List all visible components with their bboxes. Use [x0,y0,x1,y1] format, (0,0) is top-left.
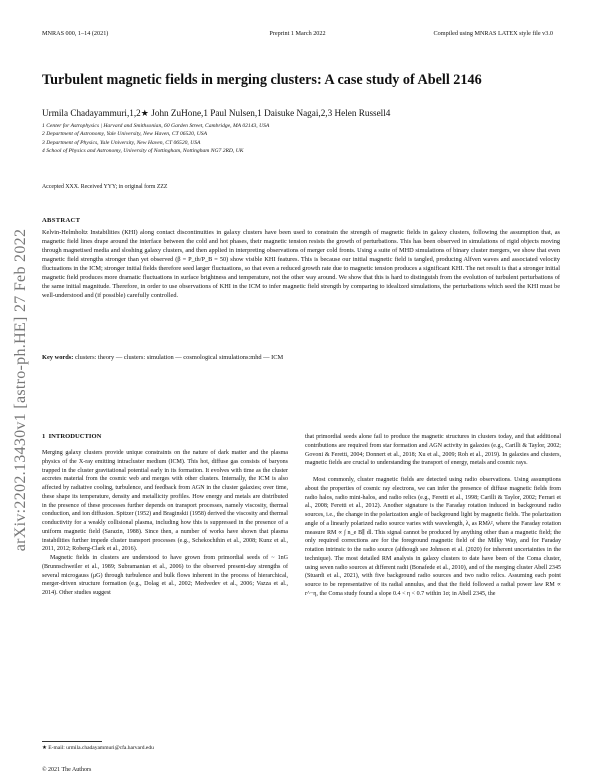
left-column [42,435,288,598]
affiliation: 1 Center for Astrophysics | Harvard and Smithsonian, 60 Garden Street, Cambridge, MA 02143, USA [42,123,270,129]
arxiv-identifier[interactable]: arXiv:2202.13430v1 [astro-ph.HE] 27 Feb 2022 [12,228,29,552]
paragraph: Magnetic fields in clusters are understood to have grown from primordial seeds of ~ 1nG (Brunnschweiler et al., 1989; Subramanian et al., 2006) to the observed present-day strengths of several microgauss (μG) through turbulence and bulk flows inherent in the process of hierarchical, merger-driven structure formation (e.g., Dolag et al., 2002; Medvedev et al., 2006; Vazza et al., 2014). Other studies suggest [42,555,288,596]
copyright-notice: © 2021 The Authors [42,767,92,773]
affiliation: 2 Department of Astronomy, Yale University, New Haven, CT 06520, USA [42,131,208,138]
keywords-list: clusters: theory — clusters: simulation — cosmological simulations:mhd — ICM [75,354,284,361]
paragraph: Merging galaxy clusters provide unique constraints on the nature of dark matter and the plasma physics of the X-ray emitting intracluster medium (ICM). This hot, diffuse gas consists of baryons trapped in the cluster gravitational potential early in its formation. It evolves with time as the cluster accretes material from the cosmic web and merges with other clusters. Internally, the ICM is also affected by radiative cooling, turbulence, and feedback from AGN in the cluster galaxies; over time, these shape its temperature, density and metallicity profiles. How energy and metals are distributed in the presence of these processes further depends on transport processes, namely viscosity, thermal conduction, and ion diffusion. Spitzer (1952) and Braginskii (1958) derived the viscosity and thermal conductivity for a weakly collisional plasma, including how this is suppressed in the presence of a uniform magnetic field (Sarazin, 1988). Since then, a number of works have shown that plasma instabilities further impede cluster transport processes (e.g., Schekochihin et al., 2008; Kunz et al., 2011, 2012; Roberg-Clark et al., 2016). [42,450,288,553]
affiliation: 4 School of Physics and Astronomy, University of Nottingham, Nottingham NG7 2RD, UK [42,148,244,155]
author-list: Urmila Chadayammuri,1,2★ John ZuHone,1 Paul Nulsen,1 Daisuke Nagai,2,3 Helen Russell4 [42,108,391,118]
abstract-heading: ABSTRACT [42,217,81,224]
journal-citation: MNRAS 000, 1–14 (2021) [42,30,109,37]
affiliation: 3 Department of Physics, Yale University, New Haven, CT 06520, USA [42,139,201,146]
compile-note: Compiled using MNRAS LATEX style file v3.0 [433,30,553,37]
section-number: 1 [42,433,46,440]
preprint-date: Preprint 1 March 2022 [269,30,326,37]
paper-title: Turbulent magnetic fields in merging clusters: A case study of Abell 2146 [42,72,482,88]
acceptance-note: Accepted XXX. Received YYY; in original form ZZZ [42,184,168,190]
keywords-label: Key words: [42,354,74,361]
section-title: INTRODUCTION [48,433,102,440]
arxiv-stamp [6,190,36,590]
paragraph: Most commonly, cluster magnetic fields are detected using radio observations. Using assumptions about the properties of cosmic ray electrons, we can infer the presence of diffuse magnetic fields from radio halos, radio mini-halos, and radio relics (e.g., Feretti et al., 1998; Carilli & Taylor, 2002; Ferrari et al., 2008; Feretti et al., 2012). Another signature is the Faraday rotation induced in background radio sources, i.e., the change in the polarization angle of background light by magnetic fields. The polarization angle of a linearly polarized radio source varies with wavelength, λ, as RMλ², where the Faraday rotation measure RM ∝ ∫ n_e B∥ dl. This signal cannot be produced by anything other than a magnetic field; the only required corrections are for the foreground magnetic field of the Milky Way, and for Faraday rotation intrinsic to the radio source (although see Johnson et al. (2020) for inherent uncertainties in the technique). The most detailed RM analysis in galaxy clusters to date have been of the Coma cluster, using seven radio sources at different radii (Bonafede et al., 2010), and of the merging cluster Abell 2345 (Stuardi et al., 2021), with five background radio sources and two radio relics. Assuming each point source to be representative of its radial annulus, and that the field followed a radial power law RM ∝ r^−η, the Coma study found a slope 0.4 < η < 0.7 within 1σ; in Abell 2345, the [305,477,561,597]
keywords [42,354,283,361]
affiliations [42,122,269,156]
corresponding-email[interactable]: ★ E-mail: urmila.chadayammuri@cfa.harvard.edu [42,745,154,751]
footnote-divider [42,741,102,742]
paragraph: that primordial seeds alone fail to produce the magnetic structures in clusters today, and that additional contributions are required from star formation and AGN activity in galaxies (e.g., Carilli & Taylor, 2002; Govoni & Feretti, 2004; Donnert et al., 2018; Xu et al., 2009; Roh et al., 2019). In galaxies and clusters, magnetic fields are crucial to understanding the transport of energy, metals and cosmic rays. [305,434,561,467]
abstract-text: Kelvin-Helmholtz Instabilities (KHI) along contact discontinuities in galaxy clusters have been used to constrain the strength of magnetic fields in galaxy clusters, following the assumption that, as magnetic field lines drape around the interface between the cold and hot phases, their magnetic tension resists the growth of perturbations. This has been observed in simulations of rigid objects moving through magnetised media and sloshing galaxy clusters, and then applied in interpreting observations of merger cold fronts. Using a suite of MHD simulations of binary cluster mergers, we show that even magnetic field strengths stronger than yet observed (β = P_th/P_B = 50) show visible KHI features. This is because our initial magnetic field is tangled, producing Alfven waves and associated velocity fluctuations in the ICM; stronger initial fields therefore seed larger fluctuations, so that even a reduced growth rate due to magnetic tension produces a significant KHI. The net result is that a stronger initial magnetic field produces more dramatic fluctuations in surface brightness and temperature, not the other way around. We show that this is hard to distinguish from the evolution of turbulent perturbations of the same initial magnitude. Therefore, in order to use observations of KHI in the ICM to infer magnetic field strength by comparing to idealized simulations, the perturbations which seed the KHI must be well-understood and (if possible) carefully controlled. [42,229,560,299]
right-column [305,433,561,599]
